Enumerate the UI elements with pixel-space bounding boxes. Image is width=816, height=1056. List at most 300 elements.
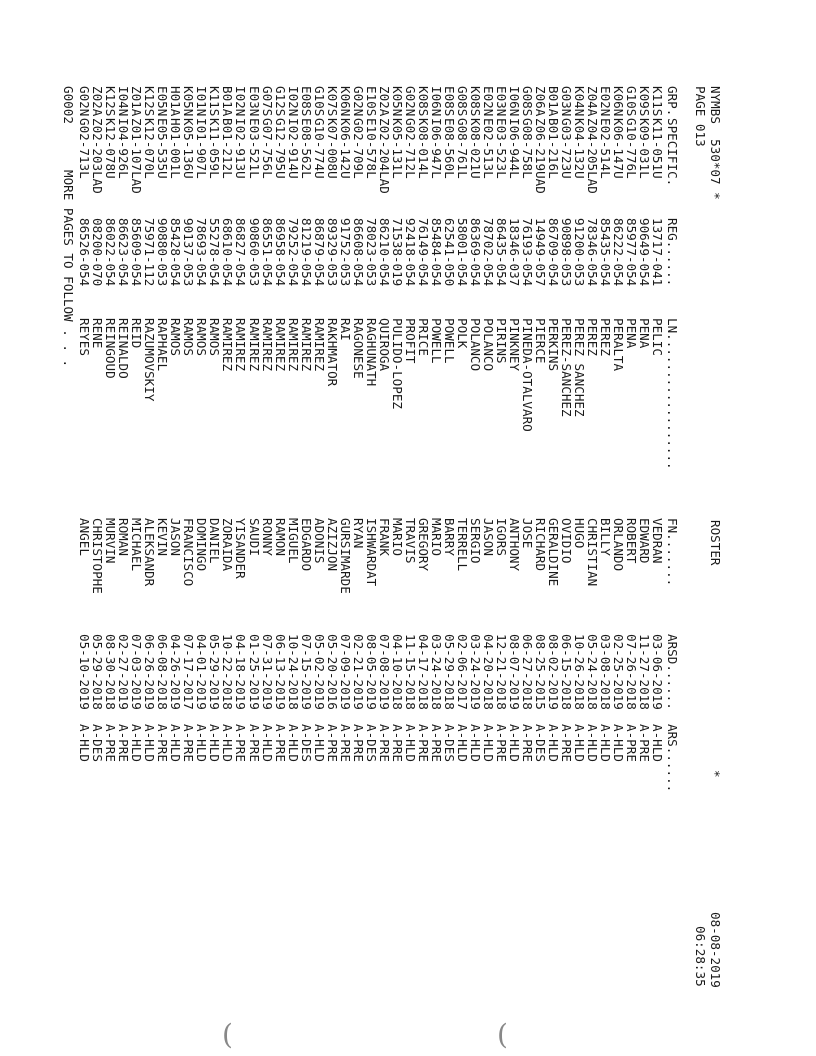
cell-last-name: RAI <box>337 318 353 341</box>
cell-ars: A-HLD <box>480 724 496 762</box>
cell-first-name: ORLANDO <box>610 518 626 572</box>
cell-reg: 78702-054 <box>480 218 496 287</box>
cell-arsd: 06-08-2018 <box>155 634 171 710</box>
cell-arsd: 12-21-2018 <box>493 634 509 710</box>
cell-arsd: 07-26-2018 <box>623 634 639 710</box>
cell-ars: A-HLD <box>129 724 145 762</box>
cell-first-name: TRAVIS <box>402 518 418 564</box>
cell-specific: K07-008U <box>324 118 340 179</box>
cell-reg: 76193-054 <box>519 218 535 287</box>
header-grp: GRP. <box>665 86 680 117</box>
cell-last-name: PIERCE <box>532 318 548 364</box>
cell-reg: 58001-054 <box>454 218 470 287</box>
cell-ars: A-DES <box>90 724 106 762</box>
cell-first-name: IGORS <box>493 518 509 556</box>
cell-grp: I02N <box>285 86 301 117</box>
cell-specific: I02-914U <box>285 118 301 179</box>
cell-last-name: RAMIREZ <box>233 318 249 372</box>
cell-arsd: 07-03-2019 <box>129 634 145 710</box>
cell-arsd: 10-24-2018 <box>285 634 301 710</box>
cell-reg: 86210-054 <box>376 218 392 287</box>
cell-ars: A-HLD <box>220 724 236 762</box>
cell-last-name: PEREZ <box>597 318 613 356</box>
cell-specific: I04-926L <box>116 118 132 179</box>
cell-reg: 85977-054 <box>623 218 639 287</box>
cell-specific: I06-944L <box>506 118 522 179</box>
cell-grp: B01A <box>545 86 561 117</box>
cell-grp: K08S <box>467 86 483 117</box>
cell-arsd: 02-21-2019 <box>350 634 366 710</box>
cell-specific: E02-514L <box>597 118 613 179</box>
cell-last-name: RAMIREZ <box>298 318 314 372</box>
cell-last-name: RAMIREZ <box>259 318 275 372</box>
cell-arsd: 04-26-2019 <box>168 634 184 710</box>
cell-reg: 76149-054 <box>415 218 431 287</box>
cell-grp: I01N <box>194 86 210 117</box>
cell-last-name: REYES <box>77 318 93 356</box>
cell-reg: 79252-054 <box>285 218 301 287</box>
cell-last-name: REINGOUD <box>103 318 119 379</box>
cell-grp: B01A <box>220 86 236 117</box>
report-type: ROSTER <box>708 520 723 566</box>
cell-first-name: ZORAIDA <box>220 518 236 572</box>
cell-ars: A-PRE <box>181 724 197 762</box>
cell-specific: K08-021U <box>467 118 483 179</box>
cell-first-name: ROBERT <box>623 518 639 564</box>
footer-id: G0002 <box>61 86 76 124</box>
cell-reg: 86623-054 <box>116 218 132 287</box>
cell-reg: 14949-057 <box>532 218 548 287</box>
cell-ars: A-HLD <box>545 724 561 762</box>
cell-arsd: 03-24-2018 <box>428 634 444 710</box>
cell-ars: A-PRE <box>623 724 639 762</box>
cell-arsd: 07-15-2019 <box>298 634 314 710</box>
cell-first-name: GURSIMARDE <box>337 518 353 594</box>
cell-grp: E05N <box>155 86 171 117</box>
cell-first-name: RYAN <box>350 518 366 549</box>
cell-specific: K06-142U <box>337 118 353 179</box>
cell-first-name: FRANK <box>376 518 392 556</box>
cell-grp: Z01A <box>129 86 145 117</box>
cell-ars: A-HLD <box>168 724 184 762</box>
cell-first-name: EDGARDO <box>298 518 314 572</box>
cell-specific: G08-758L <box>519 118 535 179</box>
header-specific: SPECIFIC. <box>665 118 680 187</box>
cell-arsd: 02-06-2017 <box>454 634 470 710</box>
cell-first-name: JASON <box>168 518 184 556</box>
cell-ars: A-PRE <box>558 724 574 762</box>
cell-specific: K11-059L <box>207 118 223 179</box>
cell-last-name: RAMOS <box>194 318 210 356</box>
cell-first-name: ALEKSANDR <box>142 518 158 587</box>
cell-grp: Z06A <box>532 86 548 117</box>
cell-grp: E03N <box>246 86 262 117</box>
cell-reg: 78023-053 <box>363 218 379 287</box>
cell-first-name: EDWARD <box>636 518 652 564</box>
report-date: 08-08-2019 <box>708 912 723 988</box>
cell-first-name: JASON <box>480 518 496 556</box>
cell-last-name: PEREZ-SANCHEZ <box>558 318 574 417</box>
cell-ars: A-PRE <box>636 724 652 762</box>
cell-grp: K12S <box>142 86 158 117</box>
cell-last-name: PINEDA-OTALVARO <box>519 318 535 432</box>
cell-ars: A-HLD <box>650 724 665 762</box>
cell-last-name: PEREZ <box>584 318 600 356</box>
cell-grp: I04N <box>116 86 132 117</box>
cell-arsd: 02-27-2019 <box>116 634 132 710</box>
cell-specific: Z02-203LAD <box>90 118 106 194</box>
cell-arsd: 05-29-2019 <box>207 634 223 710</box>
cell-grp: E08S <box>441 86 457 117</box>
cell-last-name: PERALTA <box>610 318 626 372</box>
header-arsd: ARSD...... <box>665 634 680 710</box>
cell-last-name: POLANCO <box>467 318 483 372</box>
cell-last-name: POWELL <box>428 318 444 364</box>
cell-specific: K04-132U <box>571 118 587 179</box>
cell-arsd: 03-06-2019 <box>650 634 665 710</box>
cell-specific: G02-713L <box>77 118 93 179</box>
cell-specific: I02-913U <box>233 118 249 179</box>
cell-grp: G08S <box>519 86 535 117</box>
cell-grp: G10S <box>311 86 327 117</box>
cell-arsd: 10-26-2018 <box>571 634 587 710</box>
cell-grp: G10S <box>623 86 639 117</box>
cell-ars: A-HLD <box>584 724 600 762</box>
cell-specific: G03-723U <box>558 118 574 179</box>
cell-first-name: ADONIS <box>311 518 327 564</box>
cell-specific: K09-031L <box>636 118 652 179</box>
cell-arsd: 08-02-2019 <box>545 634 561 710</box>
cell-ars: A-HLD <box>194 724 210 762</box>
cell-reg: 90649-054 <box>636 218 652 287</box>
cell-specific: Z04-205LAD <box>584 118 600 194</box>
cell-grp: K09S <box>636 86 652 117</box>
cell-reg: 85484-054 <box>428 218 444 287</box>
cell-ars: A-HLD <box>77 724 93 762</box>
cell-grp: I06N <box>506 86 522 117</box>
report-title: NYMBS 530*07 * <box>708 86 723 200</box>
cell-grp: K07S <box>324 86 340 117</box>
cell-arsd: 05-24-2018 <box>584 634 600 710</box>
cell-reg: 86435-054 <box>493 218 509 287</box>
cell-grp: Z02A <box>90 86 106 117</box>
cell-grp: Z02A <box>376 86 392 117</box>
cell-specific: G10-776L <box>623 118 639 179</box>
cell-reg: 89329-053 <box>324 218 340 287</box>
cell-ars: A-HLD <box>610 724 626 762</box>
cell-arsd: 06-27-2018 <box>519 634 535 710</box>
cell-specific: Z06-219UAD <box>532 118 548 194</box>
cell-first-name: SAUDI <box>246 518 262 556</box>
cell-arsd: 05-29-2018 <box>90 634 106 710</box>
cell-grp: E02N <box>480 86 496 117</box>
cell-reg: 86709-054 <box>545 218 561 287</box>
cell-arsd: 05-29-2018 <box>441 634 457 710</box>
cell-arsd: 05-20-2016 <box>324 634 340 710</box>
cell-specific: K11-051U <box>650 118 665 179</box>
cell-arsd: 08-05-2019 <box>363 634 379 710</box>
cell-specific: H01-001L <box>168 118 184 179</box>
cell-specific: E08-562L <box>298 118 314 179</box>
cell-ars: A-PRE <box>246 724 262 762</box>
cell-arsd: 05-02-2019 <box>311 634 327 710</box>
cell-last-name: RAGHUNATH <box>363 318 379 387</box>
cell-reg: 78693-054 <box>194 218 210 287</box>
cell-arsd: 07-08-2019 <box>376 634 392 710</box>
cell-ars: A-HLD <box>259 724 275 762</box>
cell-first-name: VEDRAN <box>650 518 665 564</box>
cell-ars: A-DES <box>532 724 548 762</box>
cell-arsd: 08-25-2015 <box>532 634 548 710</box>
cell-reg: 71538-019 <box>389 218 405 287</box>
cell-grp: K04N <box>571 86 587 117</box>
page-number: PAGE 013 <box>693 86 708 147</box>
cell-reg: 91752-053 <box>337 218 353 287</box>
cell-specific: E03-523L <box>493 118 509 179</box>
cell-ars: A-PRE <box>428 724 444 762</box>
cell-grp: G02N <box>402 86 418 117</box>
cell-reg: 08200-070 <box>90 218 106 287</box>
cell-specific: G08-761L <box>454 118 470 179</box>
cell-grp: E08S <box>298 86 314 117</box>
cell-specific: Z01-107LAD <box>129 118 145 194</box>
cell-specific: K08-014L <box>415 118 431 179</box>
cell-grp: K06N <box>337 86 353 117</box>
cell-first-name: BARRY <box>441 518 457 556</box>
cell-last-name: RAPHAEL <box>155 318 171 372</box>
cell-grp: K08S <box>415 86 431 117</box>
cell-ars: A-PRE <box>389 724 405 762</box>
punch-mark-right: ( <box>497 1018 508 1051</box>
cell-last-name: RAMOS <box>207 318 223 356</box>
cell-first-name: JOSE <box>519 518 535 549</box>
cell-first-name: KEVIN <box>155 518 171 556</box>
cell-reg: 86369-054 <box>467 218 483 287</box>
cell-first-name: RICHARD <box>532 518 548 572</box>
cell-reg: 85609-054 <box>129 218 145 287</box>
cell-reg: 86551-054 <box>259 218 275 287</box>
cell-last-name: RAZUMOVSKIY <box>142 318 158 402</box>
cell-arsd: 03-08-2018 <box>597 634 613 710</box>
cell-first-name: MARIO <box>389 518 405 556</box>
punch-mark-left: ( <box>222 1018 233 1051</box>
cell-last-name: POLK <box>454 318 470 349</box>
cell-ars: A-DES <box>363 724 379 762</box>
cell-first-name: MIGUEL <box>285 518 301 564</box>
cell-specific: G12-795U <box>272 118 288 179</box>
cell-ars: A-HLD <box>142 724 158 762</box>
cell-specific: E03-521L <box>246 118 262 179</box>
cell-reg: 86222-054 <box>610 218 626 287</box>
cell-first-name: FRANCISCO <box>181 518 197 587</box>
cell-first-name: GERALDINE <box>545 518 561 587</box>
cell-grp: K11S <box>650 86 665 117</box>
cell-reg: 86879-054 <box>311 218 327 287</box>
cell-last-name: RAGONESE <box>350 318 366 379</box>
cell-arsd: 11-27-2018 <box>636 634 652 710</box>
cell-grp: K12S <box>103 86 119 117</box>
cell-ars: A-HLD <box>571 724 587 762</box>
cell-last-name: RENE <box>90 318 106 349</box>
cell-arsd: 10-22-2018 <box>220 634 236 710</box>
cell-first-name: ISHWARDAT <box>363 518 379 587</box>
cell-specific: K12-078U <box>103 118 119 179</box>
more-pages-note: MORE PAGES TO FOLLOW . . . <box>61 170 76 368</box>
cell-first-name: GREGORY <box>415 518 431 572</box>
cell-ars: A-PRE <box>519 724 535 762</box>
cell-last-name: RAMOS <box>168 318 184 356</box>
cell-ars: A-HLD <box>311 724 327 762</box>
cell-grp: H01A <box>168 86 184 117</box>
cell-grp: Z04A <box>584 86 600 117</box>
cell-first-name: ANTHONY <box>506 518 522 572</box>
cell-last-name: PULIDO-LOPEZ <box>389 318 405 409</box>
cell-grp: E03N <box>493 86 509 117</box>
cell-grp: G07S <box>259 86 275 117</box>
cell-reg: 90137-053 <box>181 218 197 287</box>
cell-last-name: REID <box>129 318 145 349</box>
cell-arsd: 11-15-2018 <box>402 634 418 710</box>
cell-arsd: 05-10-2019 <box>77 634 93 710</box>
cell-first-name: DOMINGO <box>194 518 210 572</box>
cell-ars: A-HLD <box>454 724 470 762</box>
cell-reg: 90898-053 <box>558 218 574 287</box>
cell-specific: K05-131L <box>389 118 405 179</box>
cell-grp: G02N <box>77 86 93 117</box>
cell-last-name: RAMIREZ <box>285 318 301 372</box>
cell-arsd: 02-25-2019 <box>610 634 626 710</box>
cell-ars: A-PRE <box>155 724 171 762</box>
header-last-name: LN.................. <box>665 318 680 470</box>
cell-grp: K11S <box>207 86 223 117</box>
cell-last-name: RAMIREZ <box>246 318 262 372</box>
cell-grp: I02N <box>233 86 249 117</box>
cell-grp: G12S <box>272 86 288 117</box>
cell-ars: A-PRE <box>493 724 509 762</box>
cell-arsd: 07-31-2019 <box>259 634 275 710</box>
cell-specific: Z02-204LAD <box>376 118 392 194</box>
cell-last-name: PRICE <box>415 318 431 356</box>
cell-first-name: YISANDER <box>233 518 249 579</box>
cell-arsd: 04-20-2018 <box>480 634 496 710</box>
cell-reg: 13717-041 <box>650 218 665 287</box>
cell-reg: 85435-054 <box>597 218 613 287</box>
cell-ars: A-PRE <box>415 724 431 762</box>
cell-reg: 86022-054 <box>103 218 119 287</box>
cell-arsd: 04-10-2018 <box>389 634 405 710</box>
header-reg: REG...... <box>665 218 680 287</box>
cell-last-name: PERKINS <box>545 318 561 372</box>
cell-reg: 91200-053 <box>571 218 587 287</box>
cell-reg: 85428-054 <box>168 218 184 287</box>
cell-reg: 90860-053 <box>246 218 262 287</box>
cell-last-name: PELIC <box>650 318 665 356</box>
cell-arsd: 06-13-2019 <box>272 634 288 710</box>
cell-last-name: PROFIT <box>402 318 418 364</box>
cell-first-name: CHRISTOPHE <box>90 518 106 594</box>
cell-ars: A-HLD <box>285 724 301 762</box>
cell-grp: E02N <box>597 86 613 117</box>
cell-specific: G02-712L <box>402 118 418 179</box>
cell-first-name: MARIO <box>428 518 444 556</box>
cell-first-name: SERGIO <box>467 518 483 564</box>
cell-last-name: PEREZ SANCHEZ <box>571 318 587 417</box>
cell-specific: G10-774U <box>311 118 327 179</box>
cell-grp: K05N <box>181 86 197 117</box>
cell-arsd: 04-18-2019 <box>233 634 249 710</box>
cell-specific: E02-513L <box>480 118 496 179</box>
header-ars: ARS...... <box>665 724 680 793</box>
cell-grp: K06N <box>610 86 626 117</box>
cell-reg: 68610-054 <box>220 218 236 287</box>
cell-first-name: MICHAEL <box>129 518 145 572</box>
cell-grp: G02N <box>350 86 366 117</box>
cell-arsd: 06-26-2019 <box>142 634 158 710</box>
cell-last-name: PENA <box>623 318 639 349</box>
cell-ars: A-DES <box>441 724 457 762</box>
cell-first-name: CHRISTIAN <box>584 518 600 587</box>
cell-specific: K05-136U <box>181 118 197 179</box>
cell-ars: A-PRE <box>116 724 132 762</box>
cell-specific: E08-560L <box>441 118 457 179</box>
cell-reg: 78346-054 <box>584 218 600 287</box>
cell-grp: I06N <box>428 86 444 117</box>
cell-first-name: RONNY <box>259 518 275 556</box>
cell-last-name: PINKNEY <box>506 318 522 372</box>
cell-last-name: RAMIREZ <box>272 318 288 372</box>
cell-first-name: AZIZJON <box>324 518 340 572</box>
cell-specific: G02-709L <box>350 118 366 179</box>
cell-first-name: DANIEL <box>207 518 223 564</box>
cell-ars: A-PRE <box>376 724 392 762</box>
cell-first-name: TERRELL <box>454 518 470 572</box>
cell-arsd: 08-07-2019 <box>506 634 522 710</box>
cell-specific: G07-756L <box>259 118 275 179</box>
cell-specific: E05-535U <box>155 118 171 179</box>
cell-last-name: PENA <box>636 318 652 349</box>
cell-last-name: PIRINS <box>493 318 509 364</box>
cell-ars: A-HLD <box>402 724 418 762</box>
cell-grp: K05N <box>389 86 405 117</box>
cell-ars: A-PRE <box>233 724 249 762</box>
cell-grp: G03N <box>558 86 574 117</box>
cell-reg: 86827-054 <box>233 218 249 287</box>
cell-specific: B01-216L <box>545 118 561 179</box>
cell-reg: 18346-037 <box>506 218 522 287</box>
cell-last-name: RAMIREZ <box>220 318 236 372</box>
cell-grp: G08S <box>454 86 470 117</box>
cell-reg: 86958-054 <box>272 218 288 287</box>
cell-first-name: ROMAN <box>116 518 132 556</box>
cell-ars: A-HLD <box>467 724 483 762</box>
cell-specific: I06-947L <box>428 118 444 179</box>
cell-arsd: 08-30-2018 <box>103 634 119 710</box>
cell-ars: A-PRE <box>337 724 353 762</box>
cell-specific: K06-147U <box>610 118 626 179</box>
cell-specific: E10-578L <box>363 118 379 179</box>
cell-ars: A-HLD <box>597 724 613 762</box>
cell-last-name: REINALDO <box>116 318 132 379</box>
cell-ars: A-HLD <box>506 724 522 762</box>
cell-arsd: 01-25-2019 <box>246 634 262 710</box>
cell-first-name: ANGEL <box>77 518 93 556</box>
cell-arsd: 07-17-2017 <box>181 634 197 710</box>
cell-arsd: 04-17-2018 <box>415 634 431 710</box>
cell-reg: 86526-054 <box>77 218 93 287</box>
cell-arsd: 04-01-2019 <box>194 634 210 710</box>
cell-reg: 81219-054 <box>298 218 314 287</box>
header-first-name: FN....... <box>665 518 680 587</box>
